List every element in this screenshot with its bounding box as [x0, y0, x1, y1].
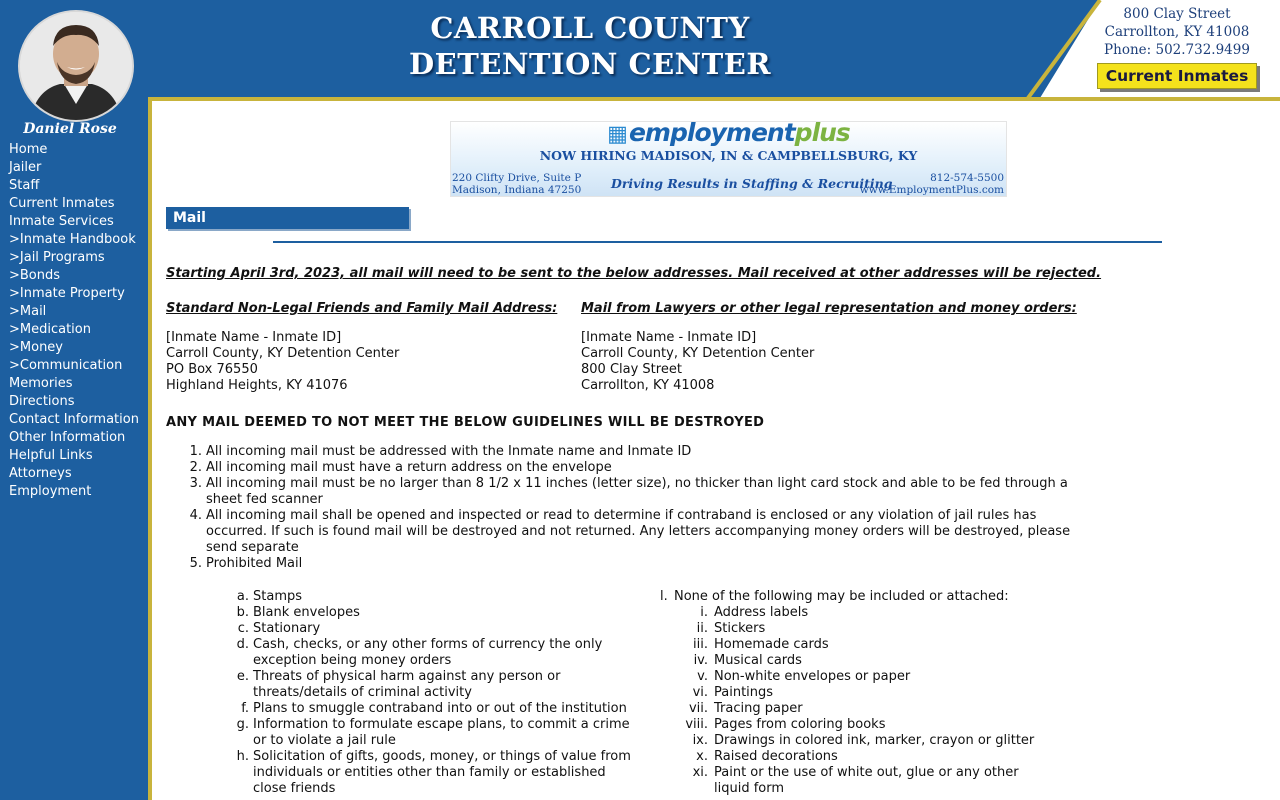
- banner-website: www.EmploymentPlus.com: [859, 184, 1004, 196]
- employment-plus-logo-icon: ▦: [607, 122, 627, 147]
- address-line: [Inmate Name - Inmate ID]: [581, 330, 757, 345]
- item-marker: f.: [241, 701, 249, 716]
- item-text: Information to formulate escape plans, to commit a crime or to violate a jail rule: [253, 717, 630, 748]
- sidebar-nav: [9, 141, 149, 501]
- nav-item-attorneys[interactable]: Attorneys: [9, 466, 72, 481]
- item-marker: xi.: [692, 765, 708, 780]
- legal-mail-address: [581, 330, 814, 394]
- item-text: Cash, checks, or any other forms of currency the only exception being money orders: [253, 637, 603, 668]
- nav-item-helpful-links[interactable]: Helpful Links: [9, 448, 93, 463]
- nav-item-employment[interactable]: Employment: [9, 484, 92, 499]
- item-marker: iv.: [693, 653, 708, 668]
- employment-plus-banner[interactable]: [450, 118, 1007, 197]
- prohibited-item: [236, 749, 643, 797]
- attachment-item: [692, 733, 1044, 749]
- prohibited-item: [241, 701, 643, 717]
- attachment-item: [685, 717, 1044, 733]
- legal-mail-heading: Mail from Lawyers or other legal representation and money orders:: [581, 301, 1077, 316]
- nav-item-money[interactable]: >Money: [9, 340, 63, 355]
- sidebar: [0, 0, 150, 800]
- address-line: Carroll County, KY Detention Center: [581, 346, 815, 361]
- item-marker: g.: [236, 717, 249, 732]
- rule-item: 5. Prohibited Mail: [189, 556, 303, 571]
- banner-address-line1: 220 Clifty Drive, Suite P: [452, 172, 582, 184]
- rule-text: Prohibited Mail: [206, 556, 303, 571]
- item-text: Blank envelopes: [253, 605, 360, 620]
- prohibited-item: [237, 621, 643, 637]
- header-underline: [148, 97, 1280, 101]
- avatar: [18, 10, 134, 122]
- standard-mail-heading: Standard Non-Legal Friends and Family Mail Address:: [166, 301, 558, 316]
- address-line: Carroll County, KY Detention Center: [166, 346, 400, 361]
- attachment-item: [693, 653, 1044, 669]
- section-divider: [273, 241, 1162, 243]
- item-marker: vi.: [692, 685, 708, 700]
- attachments-heading: None of the following may be included or attached:: [674, 589, 1009, 604]
- item-text: Paintings: [714, 685, 774, 700]
- rule-text: All incoming mail must be no larger than 8 1/2 x 11 inches (letter size), no thicker than light card stock and able to be fed through a sheet fed scanner: [206, 476, 1068, 507]
- item-text: Homemade cards: [714, 637, 829, 652]
- item-text: Threats of physical harm against any person or threats/details of criminal activity: [253, 669, 561, 700]
- item-marker: vii.: [688, 701, 708, 716]
- item-marker: c.: [237, 621, 249, 636]
- item-marker: a.: [236, 589, 249, 604]
- attachments-heading-item: [660, 589, 1009, 605]
- rule-text: All incoming mail must have a return address on the envelope: [206, 460, 612, 475]
- guidelines-warning: ANY MAIL DEEMED TO NOT MEET THE BELOW GUIDELINES WILL BE DESTROYED: [166, 415, 765, 430]
- nav-item-memories[interactable]: Memories: [9, 376, 73, 391]
- prohibited-item: [236, 589, 643, 605]
- attachment-item: [692, 685, 1044, 701]
- sidebar-divider: [148, 100, 152, 800]
- banner-address-line2: Madison, Indiana 47250: [452, 184, 582, 196]
- address-line: Highland Heights, KY 41076: [166, 378, 348, 393]
- item-marker: viii.: [685, 717, 708, 732]
- address-line: 800 Clay Street: [581, 362, 682, 377]
- nav-item-inmate-services[interactable]: Inmate Services: [9, 214, 114, 229]
- item-text: Raised decorations: [714, 749, 838, 764]
- banner-phone: 812-574-5500: [930, 172, 1004, 184]
- nav-item-staff[interactable]: Staff: [9, 178, 40, 193]
- item-marker: v.: [697, 669, 708, 684]
- address-phone: Phone: 502.732.9499: [1104, 42, 1250, 58]
- site-title: [400, 10, 780, 82]
- rule-text: All incoming mail must be addressed with the Inmate name and Inmate ID: [206, 444, 692, 459]
- jailer-name: Daniel Rose: [23, 121, 117, 137]
- item-text: Address labels: [714, 605, 809, 620]
- header-address: [1092, 5, 1262, 59]
- item-text: Pages from coloring books: [714, 717, 886, 732]
- item-text: Stickers: [714, 621, 766, 636]
- item-marker: x.: [696, 749, 708, 764]
- site-title-line1: CARROLL COUNTY: [430, 11, 750, 45]
- nav-item-inmate-handbook[interactable]: >Inmate Handbook: [9, 232, 136, 247]
- attachment-item: [700, 605, 1044, 621]
- section-title: Mail: [166, 207, 409, 229]
- item-marker: iii.: [693, 637, 708, 652]
- prohibited-item: [236, 605, 643, 621]
- item-marker: d.: [236, 637, 249, 652]
- item-marker: ix.: [692, 733, 708, 748]
- attachments-list: [685, 605, 1044, 797]
- address-city: Carrollton, KY 41008: [1104, 24, 1250, 40]
- item-marker: b.: [236, 605, 249, 620]
- item-marker: h.: [236, 749, 249, 764]
- item-marker: e.: [236, 669, 249, 684]
- item-text: Plans to smuggle contraband into or out of the institution: [253, 701, 627, 716]
- banner-hiring: NOW HIRING MADISON, IN & CAMPBELLSBURG, KY: [539, 148, 918, 163]
- banner-contact: [860, 172, 1004, 196]
- item-text: Non-white envelopes or paper: [714, 669, 911, 684]
- mail-rules-list: [189, 444, 1086, 572]
- nav-item-home[interactable]: Home: [9, 142, 48, 157]
- nav-item-contact-information[interactable]: Contact Information: [9, 412, 139, 427]
- nav-item-jailer[interactable]: Jailer: [9, 160, 42, 175]
- nav-item-mail[interactable]: >Mail: [9, 304, 47, 319]
- attachment-item: [693, 637, 1044, 653]
- attachment-item: [697, 669, 1044, 685]
- standard-mail-address: [166, 330, 399, 394]
- item-text: Paint or the use of white out, glue or any other liquid form: [714, 765, 1019, 796]
- prohibited-item: [236, 717, 643, 749]
- rule-item: 4. All incoming mail shall be opened and inspected or read to determine if contraband is enclosed or any violation of jail rules has occurred. If such is found mail will be destroyed and not returned. Any letters accompanying money orders will be destroyed, please send separate: [189, 508, 1071, 555]
- banner-logo-plus: plus: [794, 118, 850, 147]
- banner-logo: [451, 118, 1006, 147]
- current-inmates-button[interactable]: Current Inmates: [1097, 63, 1257, 89]
- item-marker: i.: [700, 605, 708, 620]
- address-change-notice: Starting April 3rd, 2023, all mail will need to be sent to the below addresses. Mail received at other addresses will be rejected.: [166, 266, 1102, 281]
- prohibited-item: [236, 669, 643, 701]
- rule-text: All incoming mail shall be opened and inspected or read to determine if contraband is enclosed or any violation of jail rules has occurred. If such is found mail will be destroyed and not returned. Any letters accompanying money orders will be destroyed, please send separate: [206, 508, 1071, 555]
- attachment-item: [696, 749, 1044, 765]
- nav-item-inmate-property[interactable]: >Inmate Property: [9, 286, 125, 301]
- address-line: [Inmate Name - Inmate ID]: [166, 330, 342, 345]
- item-text: Drawings in colored ink, marker, crayon or glitter: [714, 733, 1035, 748]
- nav-item-medication[interactable]: >Medication: [9, 322, 91, 337]
- rule-item: 1. All incoming mail must be addressed with the Inmate name and Inmate ID: [189, 444, 692, 459]
- prohibited-mail-list: [236, 589, 643, 797]
- address-street: 800 Clay Street: [1123, 6, 1231, 22]
- item-marker: l.: [660, 589, 668, 604]
- item-text: Musical cards: [714, 653, 802, 668]
- item-marker: ii.: [696, 621, 708, 636]
- site-title-line2: DETENTION CENTER: [409, 47, 771, 81]
- address-line: PO Box 76550: [166, 362, 258, 377]
- nav-item-other-information[interactable]: Other Information: [9, 430, 126, 445]
- nav-item-communication[interactable]: >Communication: [9, 358, 123, 373]
- item-text: Tracing paper: [714, 701, 803, 716]
- banner-address: [452, 172, 581, 196]
- item-text: Stamps: [253, 589, 303, 604]
- rule-item: 3. All incoming mail must be no larger than 8 1/2 x 11 inches (letter size), no thicker than light card stock and able to be fed through a sheet fed scanner: [189, 476, 1068, 507]
- banner-tagline: Driving Results in Staffing & Recruiting: [611, 176, 893, 191]
- jailer-photo: [20, 12, 132, 120]
- banner-logo-word: employment: [628, 118, 795, 147]
- rule-item: 2. All incoming mail must have a return address on the envelope: [189, 460, 612, 475]
- attachment-item: [696, 621, 1044, 637]
- nav-item-bonds[interactable]: >Bonds: [9, 268, 61, 283]
- address-line: Carrollton, KY 41008: [581, 378, 715, 393]
- nav-item-directions[interactable]: Directions: [9, 394, 75, 409]
- item-text: Stationary: [253, 621, 321, 636]
- nav-item-current-inmates[interactable]: Current Inmates: [9, 196, 115, 211]
- attachment-item: [692, 765, 1044, 797]
- attachment-item: [688, 701, 1044, 717]
- nav-item-jail-programs[interactable]: >Jail Programs: [9, 250, 105, 265]
- item-text: Solicitation of gifts, goods, money, or things of value from individuals or entities other than family or established close friends: [253, 749, 631, 796]
- prohibited-item: [236, 637, 643, 669]
